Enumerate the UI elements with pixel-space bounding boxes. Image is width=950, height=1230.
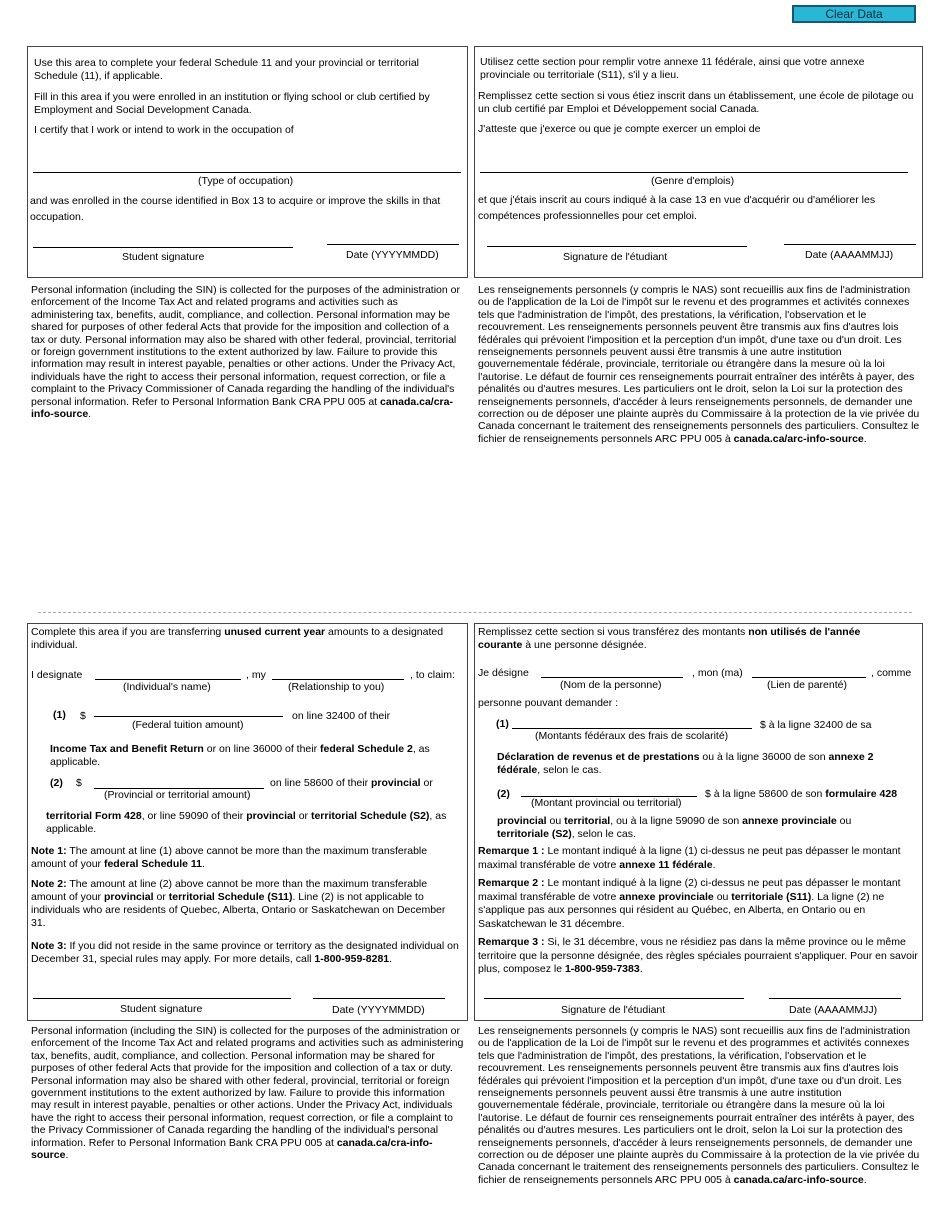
student-signature-input[interactable] bbox=[33, 247, 293, 248]
phone-number-en[interactable]: 1-800-959-8281 bbox=[314, 953, 390, 965]
montants-federaux-input[interactable] bbox=[512, 728, 752, 729]
relationship-input[interactable] bbox=[272, 679, 404, 680]
lien-parente-caption: (Lien de parenté) bbox=[767, 679, 847, 691]
bottom-fr-privacy-notice: Les renseignements personnels (y compris le NAS) sont recueillis aux fins de l'administration ou de l'application de la Loi de l'impôt sur le revenu et des programmes et activités connexes tels que l'administration de l'impôt, des prestations, la vérification, l'observation et le recouvrement. Les renseignements personnels peuvent être transmis aux fins d'autres lois fédérales qui prévoient l'imposition et la perception d'un impôt, d'une taxe ou d'un droit. Les renseignements personnels peuvent aussi être transmis à une autre institution gouvernementale fédérale, provinciale, territoriale ou étrangère dans la mesure où la loi l'autorise. Le défaut de fournir ces renseignements pourrait entraîner des intérêts à payer, des pénalités ou d'autres mesures. Les particuliers ont le droit, selon la Loi sur la protection des renseignements personnels, d'accéder à leurs renseignements personnels, de demander une correction ou de déposer une plainte auprès du Commissaire à la protection de la vie privée du Canada concernant le traitement des renseignements personnels des particuliers. Consultez le fichier de renseignements personnels ARC PPU 005 à canada.ca/arc-info-source. bbox=[478, 1025, 920, 1186]
cra-info-source-link[interactable]: canada.ca/cra-info-source bbox=[31, 395, 453, 421]
fr-line2-number: (2) bbox=[497, 788, 510, 800]
bottom-cra-info-source-link[interactable]: canada.ca/cra-info-source bbox=[31, 1136, 433, 1162]
student-signature-caption: Student signature bbox=[122, 251, 205, 263]
individual-name-input[interactable] bbox=[95, 679, 241, 680]
top-fr-eligibility: Remplissez cette section si vous étiez inscrit dans un établissement, une école de pilotage ou un club certifié par Emploi et Développement social Canada. bbox=[478, 90, 914, 115]
date-input[interactable] bbox=[327, 244, 459, 245]
bottom-arc-info-source-link[interactable]: canada.ca/arc-info-source bbox=[733, 1173, 864, 1186]
line2-number: (2) bbox=[50, 777, 63, 789]
mon-ma-label: , mon (ma) bbox=[692, 667, 743, 679]
top-en-intro: Use this area to complete your federal Schedule 11 and your provincial or territorial Schedule (11), if applicable. bbox=[34, 57, 420, 82]
remarque-3: Remarque 3 : Si, le 31 décembre, vous ne résidiez pas dans la même province ou le même territoire que la personne désignée, des règles spéciales pourraient s'appliquer. Pour en savoir plus, composez le 1-800-959-7383. bbox=[478, 936, 918, 975]
line1-number: (1) bbox=[53, 709, 66, 721]
bottom-en-privacy-notice: Personal information (including the SIN) is collected for the purposes of the administration or enforcement of the Income Tax Act and related programs and activities such as administering tax, benefits, audit, compliance, and collection. Personal information may be shared for purposes of other federal Acts that provide for the imposition and collection of a tax or duty. Personal information may also be shared with other federal, provincial, territorial or foreign government institutions to the extent authorized by law. Failure to provide this information may result in interest payable, penalties or other actions. Under the Privacy Act, individuals have the right to access their personal information, request correction, or file a complaint to the Privacy Commissioner of Canada regarding the handling of the individual's personal information. Refer to Personal Information Bank CRA PPU 005 at canada.ca/cra-info-source. bbox=[31, 1025, 464, 1162]
federal-tuition-caption: (Federal tuition amount) bbox=[132, 719, 244, 731]
arc-info-source-link[interactable]: canada.ca/arc-info-source bbox=[733, 432, 864, 445]
line1-continuation: Income Tax and Benefit Return or on line 36000 of their federal Schedule 2, as applicable. bbox=[50, 743, 430, 768]
bottom-en-intro: Complete this area if you are transferring unused current year amounts to a designated individual. bbox=[31, 626, 444, 651]
genre-emploi-caption: (Genre d'emplois) bbox=[651, 175, 735, 187]
bottom-date-input[interactable] bbox=[313, 998, 445, 999]
line1-text: on line 32400 of their bbox=[292, 710, 391, 722]
fr-line1-continuation: Déclaration de revenus et de prestations ou à la ligne 36000 de son annexe 2 fédérale, selon le cas. bbox=[497, 751, 874, 776]
personne-pouvant-label: personne pouvant demander : bbox=[478, 697, 619, 709]
date-fr-caption: Date (AAAAMMJJ) bbox=[805, 249, 894, 261]
fr-line2-continuation: provincial ou territorial, ou à la ligne 59090 de son annexe provinciale ou territoriale (S2), selon le cas. bbox=[497, 815, 852, 840]
signature-etudiant-caption: Signature de l'étudiant bbox=[563, 251, 668, 263]
line1-dollar: $ bbox=[80, 710, 86, 722]
comme-label: , comme bbox=[871, 667, 912, 679]
signature-etudiant-input[interactable] bbox=[487, 246, 747, 247]
federal-tuition-amount-input[interactable] bbox=[94, 716, 283, 717]
note-2: Note 2: The amount at line (2) above cannot be more than the maximum transferable amount of your provincial or territorial Schedule (S11). Line (2) is not applicable to individuals who are residents of Quebec, Alberta, Ontario or Saskatchewan on December 31. bbox=[31, 878, 446, 929]
nom-personne-caption: (Nom de la personne) bbox=[560, 679, 662, 691]
bottom-signature-etudiant-caption: Signature de l'étudiant bbox=[561, 1004, 666, 1016]
individual-name-caption: (Individual's name) bbox=[123, 681, 211, 693]
top-en-privacy-notice: Personal information (including the SIN) is collected for the purposes of the administration or enforcement of the Income Tax Act and related programs and activities such as administering tax, benefits, audit, compliance, and collection. Personal information may be shared for purposes of other federal Acts that provide for the imposition and collection of a tax or duty. Personal information may also be shared with other federal, provincial, territorial or foreign government institutions to the extent authorized by law. Failure to provide this information may result in interest payable, penalties or other actions. Under the Privacy Act, individuals have the right to access their personal information, request correction, or file a complaint to the Privacy Commissioner of Canada regarding the handling of the individual's personal information. Refer to Personal Information Bank CRA PPU 005 at canada.ca/cra-info-source. bbox=[31, 284, 460, 421]
nom-personne-input[interactable] bbox=[541, 677, 683, 678]
clear-data-button[interactable]: Clear Data bbox=[792, 5, 916, 23]
bottom-signature-etudiant-input[interactable] bbox=[484, 998, 744, 999]
bottom-fr-intro: Remplissez cette section si vous transférez des montants non utilisés de l'année courante à une personne désignée. bbox=[478, 626, 861, 651]
designate-label: I designate bbox=[31, 669, 83, 681]
line2-dollar: $ bbox=[76, 777, 82, 789]
remarque-1: Remarque 1 : Le montant indiqué à la ligne (1) ci-dessus ne peut pas dépasser le montant maximal transférable de votre annexe 11 fédérale. bbox=[478, 845, 901, 871]
bottom-date-caption: Date (YYYYMMDD) bbox=[332, 1004, 425, 1016]
bottom-date-fr-input[interactable] bbox=[769, 998, 901, 999]
top-en-certify: I certify that I work or intend to work in the occupation of bbox=[34, 124, 294, 136]
top-en-eligibility: Fill in this area if you were enrolled in an institution or flying school or club certified by Employment and Social Development Canada. bbox=[34, 91, 430, 116]
top-fr-certify: J'atteste que j'exerce ou que je compte exercer un emploi de bbox=[478, 123, 761, 135]
je-designe-label: Je désigne bbox=[478, 667, 529, 679]
montant-provincial-caption: (Montant provincial ou territorial) bbox=[531, 797, 682, 809]
line2-text: on line 58600 of their provincial or bbox=[270, 777, 433, 789]
note-1: Note 1: The amount at line (1) above cannot be more than the maximum transferable amount of your federal Schedule 11. bbox=[31, 845, 428, 870]
bottom-date-fr-caption: Date (AAAAMMJJ) bbox=[789, 1004, 878, 1016]
top-fr-intro: Utilisez cette section pour remplir votre annexe 11 fédérale, ainsi que votre annexe provinciale ou territoriale (S11), s'il y a lieu. bbox=[480, 56, 865, 81]
lien-parente-input[interactable] bbox=[752, 677, 866, 678]
line2-continuation: territorial Form 428, or line 59090 of their provincial or territorial Schedule (S2), as applicable. bbox=[46, 810, 447, 835]
relationship-caption: (Relationship to you) bbox=[288, 681, 385, 693]
top-fr-enrolled: et que j'étais inscrit au cours indiqué à la case 13 en vue d'acquérir ou d'améliorer les compétences professionnelles pour cet emploi. bbox=[478, 194, 876, 222]
fr-line1-number: (1) bbox=[496, 718, 509, 730]
top-fr-privacy-notice: Les renseignements personnels (y compris le NAS) sont recueillis aux fins de l'administration ou de l'application de la Loi de l'impôt sur le revenu et des programmes et activités connexes tels que l'administration de l'impôt, des prestations, la vérification, l'observation et le recouvrement. Les renseignements personnels peuvent être transmis aux fins d'autres lois fédérales qui prévoient l'imposition et la perception d'un impôt, d'une taxe ou d'un droit. Les renseignements personnels peuvent aussi être transmis à une autre institution gouvernementale fédérale, provinciale, territoriale ou étrangère dans la mesure où la loi l'autorise. Le défaut de fournir ces renseignements pourrait entraîner des intérêts à payer, des pénalités ou d'autres mesures. Les particuliers ont le droit, selon la Loi sur la protection des renseignements personnels, d'accéder à leurs renseignements personnels, de demander une correction ou de déposer une plainte auprès du Commissaire à la protection de la vie privée du Canada concernant le traitement des renseignements personnels des particuliers. Consultez le fichier de renseignements personnels ARC PPU 005 à canada.ca/arc-info-source. bbox=[478, 284, 920, 445]
note-3: Note 3: If you did not reside in the same province or territory as the designated individual on December 31, special rules may apply. For more details, call 1-800-959-8281. bbox=[31, 940, 459, 965]
remarque-2: Remarque 2 : Le montant indiqué à la ligne (2) ci-dessus ne peut pas dépasser le montant maximal transférable de votre annexe provinciale ou territoriale (S11). La ligne (2) ne s'applique pas aux personnes qui résident au Québec, en Alberta, en Ontario ou en Saskatchewan le 31 décembre. bbox=[478, 877, 901, 930]
top-en-enrolled: and was enrolled in the course identified in Box 13 to acquire or improve the skills in that occupation. bbox=[30, 195, 441, 223]
fr-line1-text: $ à la ligne 32400 de sa bbox=[760, 719, 872, 731]
date-fr-input[interactable] bbox=[784, 244, 916, 245]
cut-line-divider bbox=[38, 612, 912, 613]
montants-federaux-caption: (Montants fédéraux des frais de scolarité) bbox=[535, 730, 729, 742]
to-claim-label: , to claim: bbox=[410, 669, 455, 681]
date-caption: Date (YYYYMMDD) bbox=[346, 249, 439, 261]
provincial-amount-caption: (Provincial or territorial amount) bbox=[104, 789, 251, 801]
occupation-caption: (Type of occupation) bbox=[198, 175, 294, 187]
phone-number-fr[interactable]: 1-800-959-7383 bbox=[564, 963, 640, 975]
fr-line2-text: $ à la ligne 58600 de son formulaire 428 bbox=[705, 788, 898, 800]
genre-emploi-input[interactable] bbox=[480, 172, 908, 173]
bottom-student-signature-caption: Student signature bbox=[120, 1003, 203, 1015]
bottom-student-signature-input[interactable] bbox=[33, 998, 291, 999]
occupation-input[interactable] bbox=[33, 172, 461, 173]
my-label: , my bbox=[246, 669, 266, 681]
